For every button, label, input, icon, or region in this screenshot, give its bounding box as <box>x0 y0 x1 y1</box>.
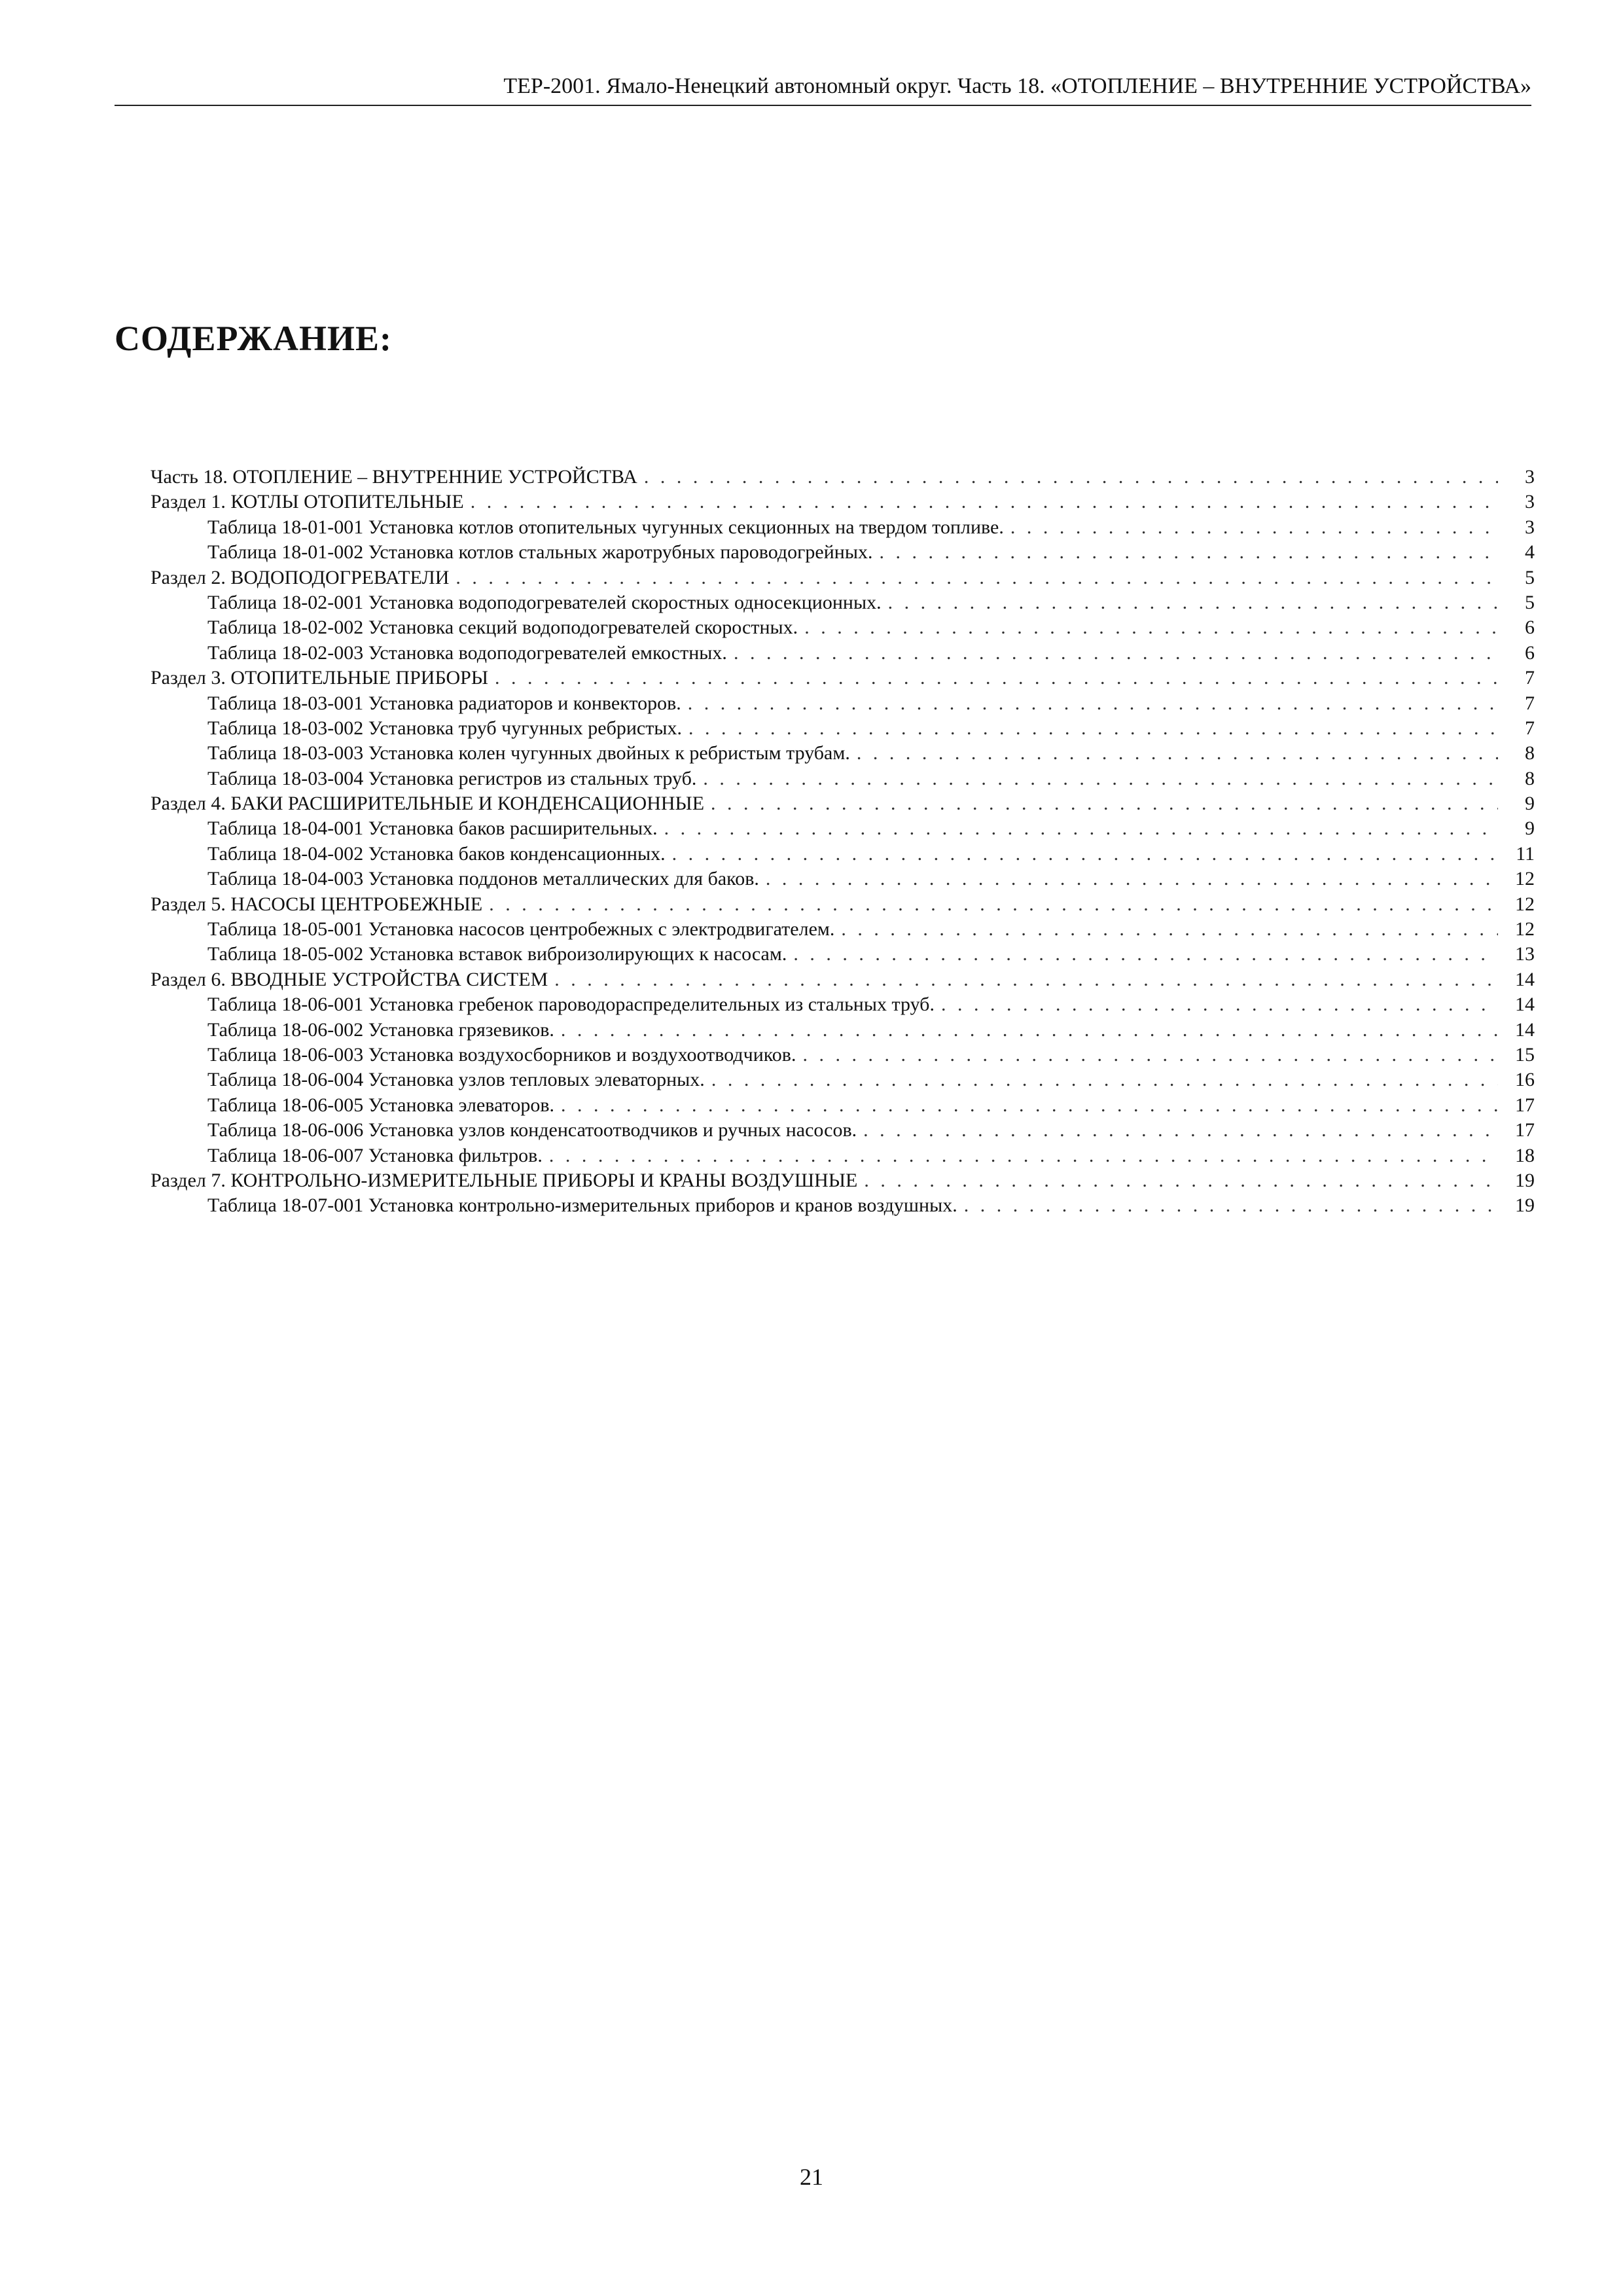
toc-dot-leader <box>489 892 1498 917</box>
page-title: СОДЕРЖАНИЕ: <box>115 319 392 358</box>
toc-dot-leader <box>941 992 1498 1017</box>
toc-table-entry[interactable] <box>151 540 1535 565</box>
toc-table-entry[interactable] <box>151 942 1535 967</box>
toc-entry-page: 18 <box>1515 1144 1535 1166</box>
toc-section-entry[interactable] <box>151 666 1535 691</box>
toc-dot-leader <box>863 1118 1498 1143</box>
toc-entry-page: 7 <box>1525 692 1535 714</box>
toc-dot-leader <box>793 942 1498 967</box>
toc-entry-text: Раздел 5. НАСОСЫ ЦЕНТРОБЕЖНЫЕ <box>151 893 483 915</box>
toc-table-entry[interactable] <box>151 1143 1535 1168</box>
toc-dot-leader <box>644 465 1498 490</box>
toc-section-entry[interactable] <box>151 892 1535 917</box>
toc-entry-text: Таблица 18-06-007 Установка фильтров. <box>207 1144 543 1166</box>
toc-dot-leader <box>734 641 1498 666</box>
toc-dot-leader <box>554 967 1498 992</box>
toc-entry-page: 7 <box>1525 717 1535 739</box>
toc-table-entry[interactable] <box>151 590 1535 615</box>
toc-section-entry[interactable] <box>151 967 1535 992</box>
toc-dot-leader <box>864 1168 1498 1193</box>
toc-entry-text: Часть 18. ОТОПЛЕНИЕ – ВНУТРЕННИЕ УСТРОЙСТВА <box>151 466 637 488</box>
toc-dot-leader <box>455 565 1498 590</box>
toc-entry-page: 19 <box>1515 1194 1535 1217</box>
toc-entry-text: Таблица 18-02-001 Установка водоподогревателей скоростных односекционных. <box>207 591 882 613</box>
toc-entry-text: Таблица 18-01-002 Установка котлов стальных жаротрубных пароводогрейных. <box>207 541 873 564</box>
toc-table-entry[interactable] <box>151 1067 1535 1092</box>
toc-entry-page: 7 <box>1525 667 1535 689</box>
toc-dot-leader <box>549 1143 1498 1168</box>
toc-entry-text: Таблица 18-06-005 Установка элеваторов. <box>207 1094 554 1116</box>
toc-dot-leader <box>964 1193 1498 1218</box>
toc-dot-leader <box>841 917 1498 942</box>
toc-table-entry[interactable] <box>151 1118 1535 1143</box>
toc-table-entry[interactable] <box>151 1193 1535 1218</box>
toc-table-entry[interactable] <box>151 641 1535 666</box>
toc-dot-leader <box>688 691 1498 716</box>
toc-entry-text: Таблица 18-03-001 Установка радиаторов и конвекторов. <box>207 692 681 714</box>
toc-dot-leader <box>561 1093 1498 1118</box>
toc-entry-page: 12 <box>1515 893 1535 915</box>
toc-section-entry[interactable] <box>151 565 1535 590</box>
toc-entry-page: 5 <box>1525 566 1535 588</box>
toc-table-entry[interactable] <box>151 1093 1535 1118</box>
toc-entry-text: Таблица 18-01-001 Установка котлов отопительных чугунных секционных на твердом топливе. <box>207 516 1004 538</box>
toc-entry-text: Таблица 18-03-004 Установка регистров из стальных труб. <box>207 767 697 789</box>
toc-entry-page: 3 <box>1525 466 1535 488</box>
toc-dot-leader <box>804 615 1498 640</box>
toc-dot-leader <box>711 1067 1498 1092</box>
toc-dot-leader <box>802 1043 1498 1067</box>
toc-entry-page: 4 <box>1525 541 1535 564</box>
toc-dot-leader <box>880 540 1499 565</box>
toc-dot-leader <box>857 741 1498 766</box>
toc-entry-text: Таблица 18-07-001 Установка контрольно-измерительных приборов и кранов воздушных. <box>207 1194 957 1217</box>
toc-table-entry[interactable] <box>151 1043 1535 1067</box>
toc-entry-page: 3 <box>1525 491 1535 513</box>
toc-table-entry[interactable] <box>151 992 1535 1017</box>
toc-dot-leader <box>495 666 1498 691</box>
toc-entry-text: Таблица 18-02-002 Установка секций водоподогревателей скоростных. <box>207 617 798 639</box>
toc-dot-leader <box>561 1018 1498 1043</box>
toc-entry-text: Таблица 18-06-001 Установка гребенок пароводораспределительных из стальных труб. <box>207 994 935 1016</box>
toc-entry-page: 12 <box>1515 918 1535 941</box>
toc-dot-leader <box>766 867 1498 891</box>
toc-entry-text: Таблица 18-06-004 Установка узлов тепловых элеваторных. <box>207 1069 705 1091</box>
toc-dot-leader <box>672 842 1498 867</box>
toc-entry-page: 19 <box>1515 1169 1535 1191</box>
toc-entry-text: Таблица 18-05-002 Установка вставок виброизолирующих к насосам. <box>207 943 787 965</box>
toc-entry-text: Таблица 18-02-003 Установка водоподогревателей емкостных. <box>207 641 727 664</box>
toc-entry-text: Таблица 18-03-002 Установка труб чугунных ребристых. <box>207 717 683 739</box>
toc-table-entry[interactable] <box>151 816 1535 841</box>
toc-table-entry[interactable] <box>151 1018 1535 1043</box>
toc-dot-leader <box>471 490 1498 514</box>
toc-section-entry[interactable] <box>151 490 1535 514</box>
toc-entry-text: Раздел 7. КОНТРОЛЬНО-ИЗМЕРИТЕЛЬНЫЕ ПРИБОРЫ И КРАНЫ ВОЗДУШНЫЕ <box>151 1169 858 1191</box>
table-of-contents <box>151 465 1535 1219</box>
toc-table-entry[interactable] <box>151 917 1535 942</box>
toc-entry-text: Таблица 18-04-002 Установка баков конденсационных. <box>207 842 666 865</box>
toc-entry-text: Раздел 3. ОТОПИТЕЛЬНЫЕ ПРИБОРЫ <box>151 667 488 689</box>
page-number: 21 <box>800 2164 823 2190</box>
toc-entry-page: 3 <box>1525 516 1535 538</box>
toc-table-entry[interactable] <box>151 615 1535 640</box>
toc-table-entry[interactable] <box>151 716 1535 741</box>
toc-entry-page: 11 <box>1516 842 1535 865</box>
toc-entry-text: Раздел 6. ВВОДНЫЕ УСТРОЙСТВА СИСТЕМ <box>151 968 548 990</box>
toc-entry-text: Раздел 1. КОТЛЫ ОТОПИТЕЛЬНЫЕ <box>151 491 464 513</box>
toc-table-entry[interactable] <box>151 515 1535 540</box>
toc-entry-page: 14 <box>1515 968 1535 990</box>
toc-table-entry[interactable] <box>151 741 1535 766</box>
toc-entry-page: 6 <box>1525 641 1535 664</box>
toc-dot-leader <box>711 791 1498 816</box>
toc-entry-page: 17 <box>1515 1119 1535 1141</box>
toc-entry-page: 8 <box>1525 742 1535 764</box>
running-header: ТЕР-2001. Ямало-Ненецкий автономный округ. Часть 18. «ОТОПЛЕНИЕ – ВНУТРЕННИЕ УСТРОЙСТВА» <box>115 73 1531 106</box>
toc-entry-page: 12 <box>1515 868 1535 890</box>
toc-entry-page: 9 <box>1525 793 1535 815</box>
toc-dot-leader <box>888 590 1498 615</box>
toc-entry-text: Таблица 18-03-003 Установка колен чугунных двойных к ребристым трубам. <box>207 742 850 764</box>
toc-table-entry[interactable] <box>151 691 1535 716</box>
toc-entry-text: Таблица 18-04-003 Установка поддонов металлических для баков. <box>207 868 759 890</box>
toc-entry-text: Раздел 2. ВОДОПОДОГРЕВАТЕЛИ <box>151 566 450 588</box>
toc-entry-text: Таблица 18-05-001 Установка насосов центробежных с электродвигателем. <box>207 918 835 941</box>
toc-dot-leader <box>688 716 1498 741</box>
toc-entry-page: 8 <box>1525 767 1535 789</box>
toc-dot-leader <box>664 816 1498 841</box>
toc-entry-page: 16 <box>1515 1069 1535 1091</box>
toc-entry-text: Таблица 18-06-006 Установка узлов конденсатоотводчиков и ручных насосов. <box>207 1119 857 1141</box>
toc-entry-text: Раздел 4. БАКИ РАСШИРИТЕЛЬНЫЕ И КОНДЕНСАЦИОННЫЕ <box>151 793 705 815</box>
toc-dot-leader <box>1010 515 1498 540</box>
toc-entry-text: Таблица 18-06-002 Установка грязевиков. <box>207 1018 554 1041</box>
toc-entry-page: 5 <box>1525 591 1535 613</box>
toc-entry-page: 13 <box>1515 943 1535 965</box>
toc-table-entry[interactable] <box>151 842 1535 867</box>
toc-entry-page: 15 <box>1515 1043 1535 1066</box>
toc-section-entry[interactable] <box>151 791 1535 816</box>
toc-entry-page: 14 <box>1515 994 1535 1016</box>
toc-table-entry[interactable] <box>151 867 1535 891</box>
toc-entry-page: 9 <box>1525 817 1535 840</box>
toc-table-entry[interactable] <box>151 766 1535 791</box>
toc-entry-page: 6 <box>1525 617 1535 639</box>
toc-entry-text: Таблица 18-04-001 Установка баков расширительных. <box>207 817 658 840</box>
toc-entry-text: Таблица 18-06-003 Установка воздухосборников и воздухоотводчиков. <box>207 1043 796 1066</box>
toc-entry-page: 17 <box>1515 1094 1535 1116</box>
toc-entry-page: 14 <box>1515 1018 1535 1041</box>
toc-part-entry[interactable] <box>151 465 1535 490</box>
toc-dot-leader <box>703 766 1498 791</box>
toc-section-entry[interactable] <box>151 1168 1535 1193</box>
